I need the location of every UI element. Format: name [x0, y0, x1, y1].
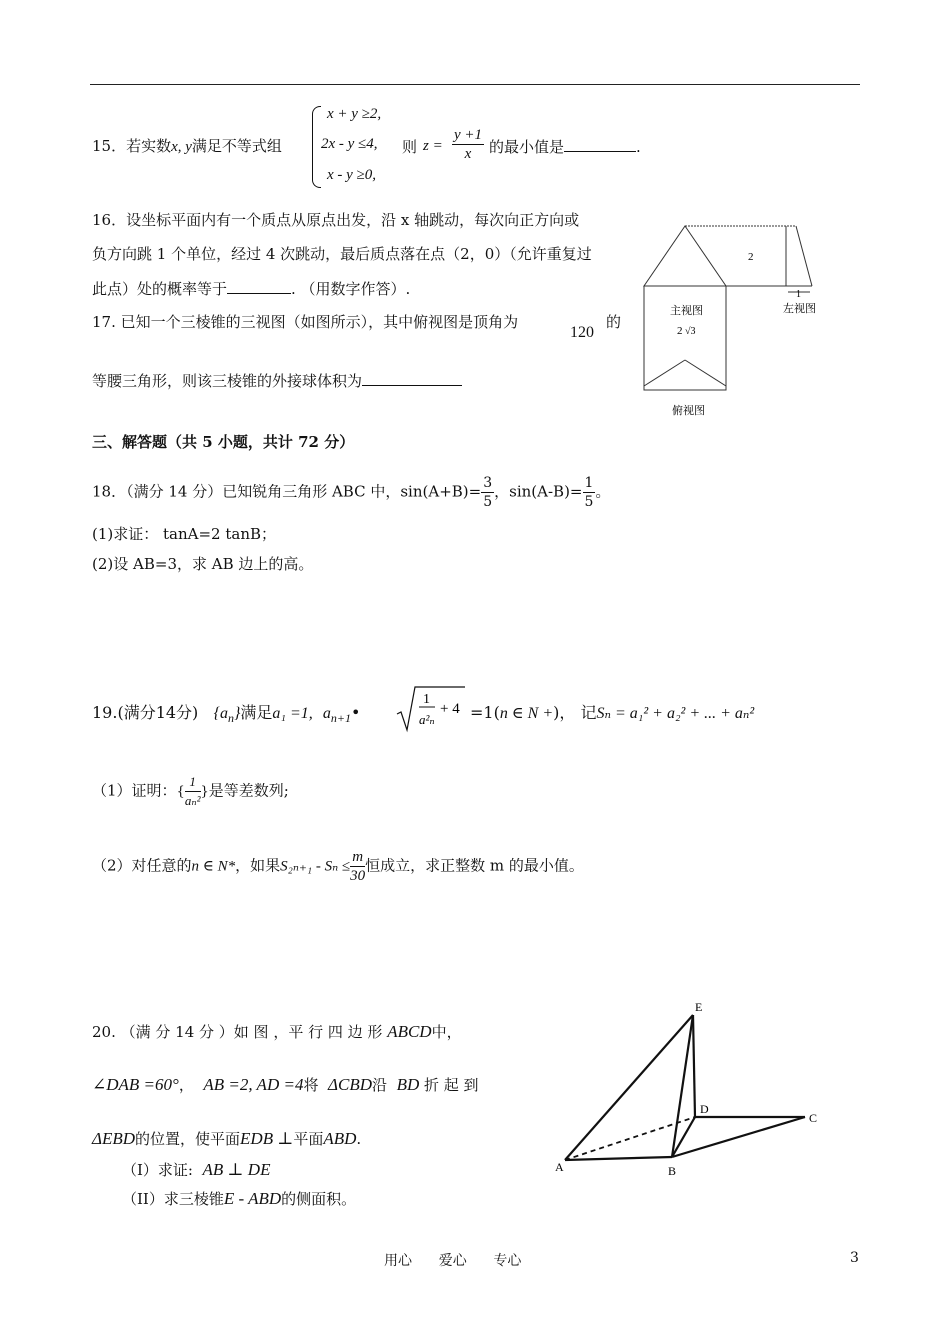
- q15-stem: [92, 135, 282, 156]
- front-view-label: 主视图: [670, 305, 703, 317]
- vertex-B: B: [668, 1164, 677, 1178]
- q17-de: 的: [606, 313, 622, 331]
- q19-frac2: $\frac{m}{30}$: [350, 849, 366, 884]
- top-view-edge1: [644, 360, 685, 386]
- q20-line2: ∠DAB =60°， AB =2, AD =4将 ΔCBD沿 BD 折 起 到: [92, 1075, 479, 1094]
- three-views-figure: [638, 220, 828, 420]
- q16-line3: 此点）处的概率等于 . （用数字作答）.: [92, 280, 411, 298]
- q18-frac2: $\frac{1}{5}$: [584, 475, 594, 510]
- svg-text:1: 1: [423, 692, 430, 707]
- q17-line2: 等腰三角形，则该三棱锥的外接球体积为: [92, 370, 462, 391]
- svg-text:a²ₙ: a²ₙ: [419, 712, 435, 727]
- q15-ineq1: x + y ≥2,: [327, 106, 382, 122]
- q19-part2: （2）对任意的n ∈ N*，如果S₂ₙ₊₁ - Sₙ ≤ $\frac{m}{30}$ 恒成立，求正整数 m 的最小值。: [92, 849, 584, 884]
- q18-part1: (1)求证： tanA=2 tanB；: [92, 525, 277, 543]
- vertex-C: C: [809, 1111, 818, 1125]
- q15-brace: [312, 106, 321, 188]
- q20-part1: （I）求证: AB ⊥ DE: [122, 1160, 271, 1179]
- top-view-edge2: [685, 360, 726, 386]
- vertex-E: E: [695, 1000, 703, 1014]
- q19-stem: 19.(满分14分) $\{a_n\}$满足a₁ =1, $a_{n+1}•$: [92, 703, 361, 726]
- q17-line1: 17. 已知一个三棱锥的三视图（如图所示），其中俯视图是顶角为: [92, 313, 519, 331]
- q15-text: 满足不等式组: [191, 137, 282, 155]
- side-slope: [796, 226, 812, 286]
- vertex-D: D: [700, 1102, 709, 1116]
- q20-line3: ΔEBD的位置，使平面EDB ⊥平面ABD.: [92, 1129, 362, 1148]
- q15-z: z =: [423, 138, 443, 154]
- q15-fraction: $\frac{y +1}{x}$: [454, 127, 483, 162]
- q18-part2: (2)设 AB=3，求 AB 边上的高。: [92, 555, 314, 573]
- header-rule: [90, 84, 860, 85]
- q16-line1: 16．设坐标平面内有一个质点从原点出发，沿 x 轴跳动，每次向正方向或: [92, 211, 580, 229]
- width-root: √3: [685, 326, 696, 337]
- q19-part1: （1）证明：{ $\frac{1}{\text{aₙ²}}$ }是等差数列;: [92, 774, 289, 808]
- top-view-label: 俯视图: [672, 405, 705, 417]
- front-view-outline: [644, 226, 726, 286]
- edge-ED: [693, 1015, 695, 1117]
- q15-ineq2: 2x - y ≤4,: [321, 136, 378, 152]
- q18-stem: 18．（满分 14 分）已知锐角三角形 ABC 中，sin(A+B)= $\frac{3}{5}$ ，sin(A-B)= $\frac{1}{5}$ 。: [92, 475, 611, 510]
- width-label: 2: [677, 325, 683, 337]
- q20-line1: 20. （满 分 14 分 ）如 图 ，平 行 四 边 形 ABCD中，: [92, 1022, 462, 1041]
- svg-text:+ 4: + 4: [440, 701, 460, 717]
- section-heading: 三、解答题（共 5 小题，共计 72 分）: [92, 433, 355, 451]
- footer-slogan: 用心 爱心 专心: [384, 1253, 522, 1269]
- edge-AB: [565, 1157, 672, 1160]
- top-view-box: [644, 286, 726, 390]
- q15-number: 15．若实数: [92, 137, 172, 155]
- q17-angle: 120: [570, 324, 594, 341]
- q16-answer-blank[interactable]: [227, 279, 291, 294]
- q19-radical: [395, 684, 475, 734]
- q15-answer-blank[interactable]: [564, 137, 636, 152]
- left-view-label: 左视图: [783, 303, 816, 315]
- q19-stem-tail: =1(n ∈ N +)， 记Sₙ = a₁² + a₂² + ... + aₙ²: [470, 703, 755, 722]
- q15-vars: x, y: [171, 139, 192, 155]
- q18-frac1: $\frac{3}{5}$: [483, 475, 493, 510]
- q15-ineq3: x - y ≥0,: [327, 167, 377, 183]
- pyramid-figure: [545, 995, 835, 1185]
- page-number: 3: [850, 1250, 859, 1266]
- q16-line2: 负方向跳 1 个单位，经过 4 次跳动，最后质点落在点（2，0）（允许重复过: [92, 245, 592, 263]
- q15-tail: 的最小值是 .: [489, 138, 641, 156]
- height-label: 2: [748, 251, 754, 263]
- q20-part2: （II）求三棱锥E - ABD的侧面积。: [122, 1189, 357, 1208]
- q19-frac: $\frac{1}{\text{aₙ²}}$: [184, 774, 201, 808]
- vertex-A: A: [555, 1160, 564, 1174]
- q17-answer-blank[interactable]: [362, 371, 462, 386]
- side-width-label: 1: [796, 289, 801, 300]
- q15-then: 则: [402, 138, 418, 156]
